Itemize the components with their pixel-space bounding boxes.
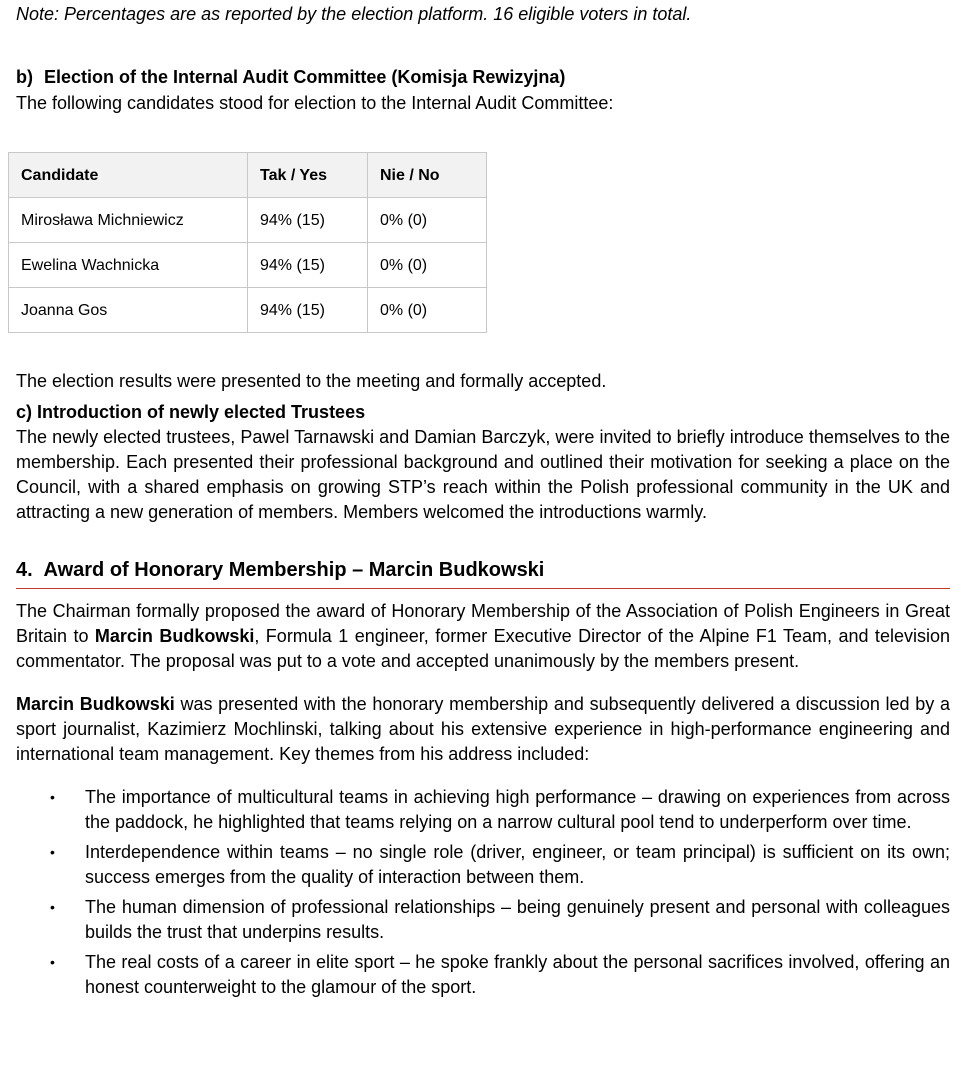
list-item bbox=[16, 840, 950, 890]
section-4-paragraph-2 bbox=[16, 692, 950, 767]
section-4-heading bbox=[16, 556, 950, 589]
candidate-name: Ewelina Wachnicka bbox=[9, 243, 248, 288]
list-item-text: The importance of multicultural teams in achieving high performance – drawing on experiences from across the paddock, he highlighted that teams relying on a narrow cultural pool tend to underperform over time. bbox=[85, 787, 950, 832]
yes-votes: 94% (15) bbox=[248, 243, 368, 288]
para1-honoree-name: Marcin Budkowski bbox=[94, 626, 255, 646]
para1-text-before: The Chairman formally proposed the award of Honorary Membership of the Association of Polish Engineers in Great Britain to bbox=[16, 601, 950, 646]
results-accepted-text: The election results were presented to the meeting and formally accepted. bbox=[16, 371, 607, 391]
voter-note: Note: Percentages are as reported by the election platform. 16 eligible voters in total. bbox=[16, 4, 692, 24]
no-votes: 0% (0) bbox=[368, 288, 487, 333]
section-4-title: Award of Honorary Membership – Marcin Budkowski bbox=[43, 559, 545, 581]
list-item bbox=[16, 895, 950, 945]
section-c-number: c) bbox=[16, 402, 33, 422]
para1-text-after: , Formula 1 engineer, former Executive Director of the Alpine F1 Team, and television commentator. The proposal was put to a vote and accepted unanimously by the members present. bbox=[16, 626, 950, 671]
yes-votes: 94% (15) bbox=[248, 288, 368, 333]
table-row bbox=[9, 288, 487, 333]
section-c-title: Introduction of newly elected Trustees bbox=[37, 402, 366, 422]
list-item bbox=[16, 950, 950, 1000]
candidate-name: Joanna Gos bbox=[9, 288, 248, 333]
table-row bbox=[9, 243, 487, 288]
no-votes: 0% (0) bbox=[368, 243, 487, 288]
section-b-intro: The following candidates stood for election to the Internal Audit Committee: bbox=[16, 93, 614, 113]
document-page bbox=[16, 0, 950, 1005]
bullet-icon: • bbox=[50, 789, 55, 805]
audit-committee-results-table bbox=[8, 152, 487, 333]
section-b-heading bbox=[16, 64, 950, 90]
header-yes: Tak / Yes bbox=[248, 153, 368, 198]
no-votes: 0% (0) bbox=[368, 198, 487, 243]
list-item-text: The human dimension of professional relationships – being genuinely present and personal with colleagues builds the trust that underpins results. bbox=[85, 897, 950, 942]
para2-text: was presented with the honorary membership and subsequently delivered a discussion led by a sport journalist, Kazimierz Mochlinski, talking about his extensive experience in high-performance engineering and international team management. Key themes from his address included: bbox=[16, 694, 950, 764]
section-b-title: Election of the Internal Audit Committee (Komisja Rewizyjna) bbox=[44, 67, 566, 87]
header-candidate: Candidate bbox=[9, 153, 248, 198]
bullet-icon: • bbox=[50, 899, 55, 915]
list-item-text: Interdependence within teams – no single role (driver, engineer, or team principal) is sufficient on its own; success emerges from the quality of interaction between them. bbox=[85, 842, 950, 887]
table-row bbox=[9, 198, 487, 243]
bullet-icon: • bbox=[50, 954, 55, 970]
yes-votes: 94% (15) bbox=[248, 198, 368, 243]
section-4-number: 4. bbox=[16, 559, 33, 581]
section-4-paragraph-1 bbox=[16, 599, 950, 674]
candidate-name: Mirosława Michniewicz bbox=[9, 198, 248, 243]
section-b-number: b) bbox=[16, 67, 33, 87]
key-themes-list bbox=[16, 785, 950, 1000]
table-header-row bbox=[9, 153, 487, 198]
section-c-heading bbox=[16, 399, 950, 425]
list-item bbox=[16, 785, 950, 835]
header-no: Nie / No bbox=[368, 153, 487, 198]
list-item-text: The real costs of a career in elite sport – he spoke frankly about the personal sacrifices involved, offering an honest counterweight to the glamour of the sport. bbox=[85, 952, 950, 997]
section-c-body: The newly elected trustees, Pawel Tarnawski and Damian Barczyk, were invited to briefly introduce themselves to the membership. Each presented their professional background and outlined their motivation for seeking a place on the Council, with a shared emphasis on growing STP’s reach within the Polish professional community in the UK and attracting a new generation of members. Members welcomed the introductions warmly. bbox=[16, 427, 950, 522]
para2-honoree-name: Marcin Budkowski bbox=[16, 694, 175, 714]
bullet-icon: • bbox=[50, 844, 55, 860]
